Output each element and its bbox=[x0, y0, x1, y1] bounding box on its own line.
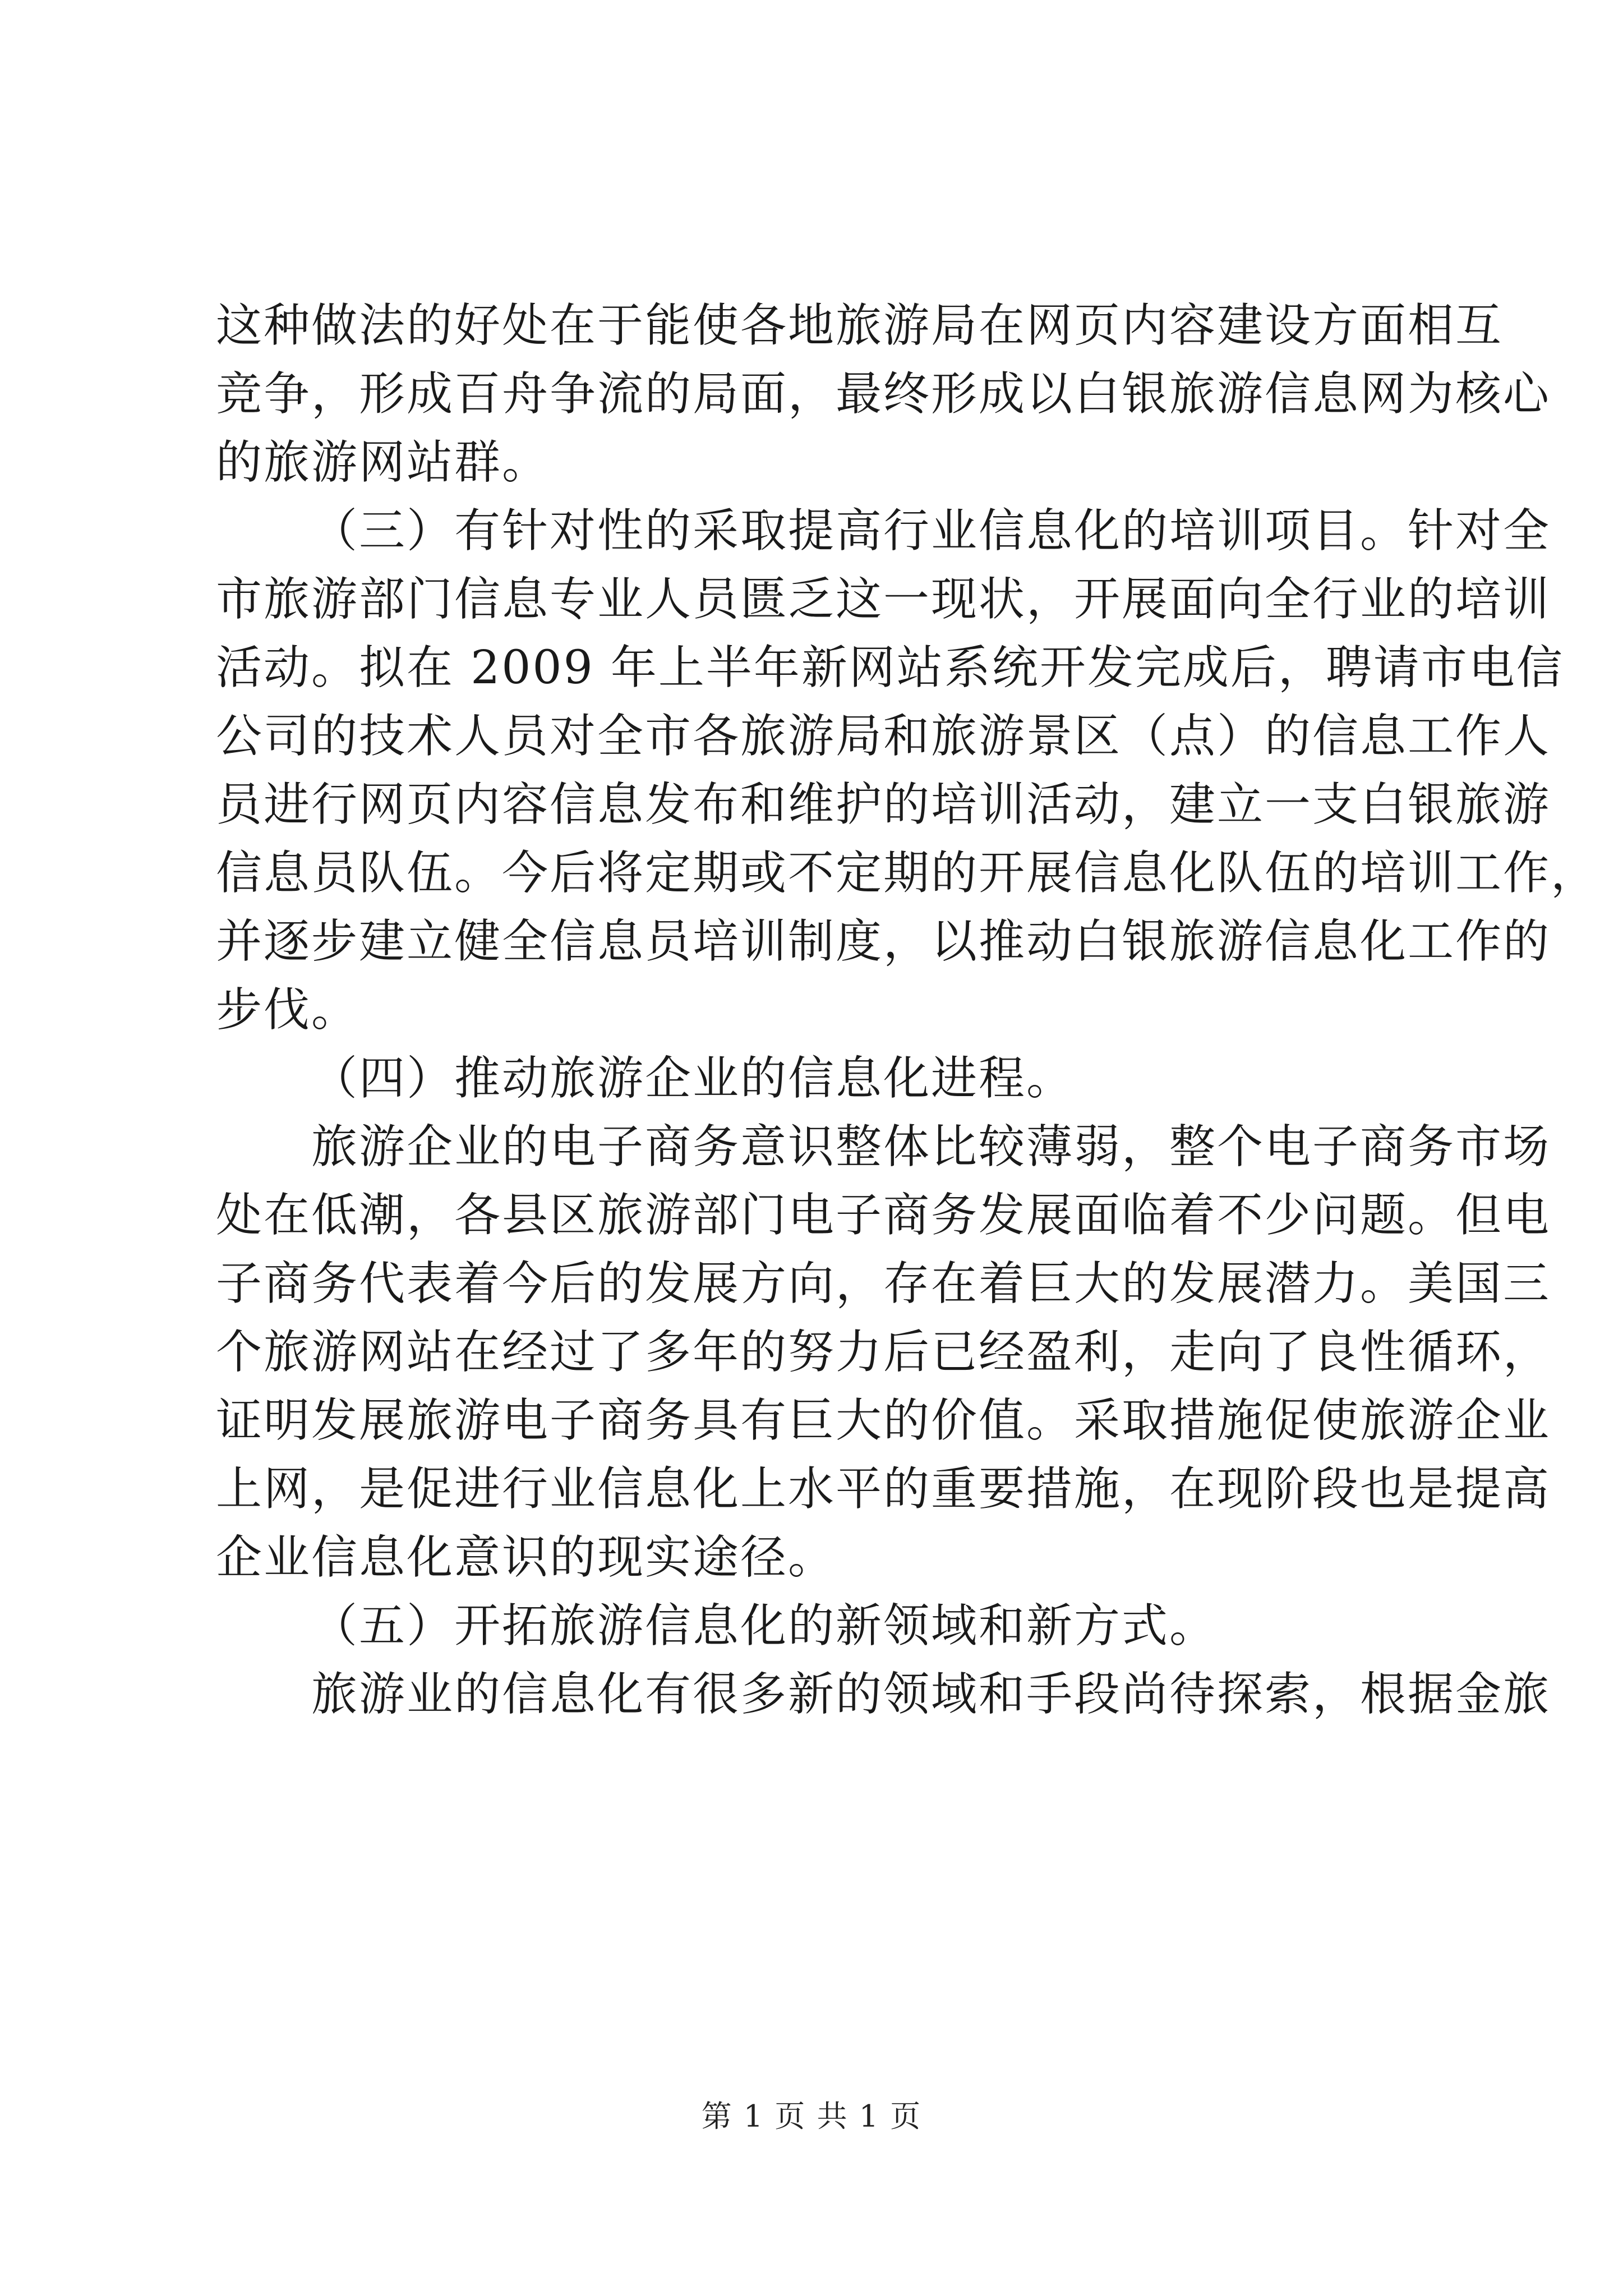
text-line: 信息员队伍。今后将定期或不定期的开展信息化队伍的培训工作， bbox=[216, 846, 1599, 900]
text-line: 市旅游部门信息专业人员匮乏这一现状，开展面向全行业的培训 bbox=[216, 573, 1551, 626]
text-line: 的旅游网站群。 bbox=[216, 436, 550, 489]
document-body bbox=[216, 292, 1599, 1729]
text-line: 并逐步建立健全信息员培训制度，以推动白银旅游信息化工作的 bbox=[216, 915, 1551, 968]
text-line: 证明发展旅游电子商务具有巨大的价值。采取措施促使旅游企业 bbox=[216, 1394, 1551, 1447]
text-line: 子商务代表着今后的发展方向，存在着巨大的发展潜力。美国三 bbox=[216, 1257, 1551, 1310]
text-line: 公司的技术人员对全市各旅游局和旅游景区（点）的信息工作人 bbox=[216, 710, 1551, 763]
text-line: （三）有针对性的采取提高行业信息化的培训项目。针对全 bbox=[311, 504, 1551, 558]
text-line: 旅游企业的电子商务意识整体比较薄弱，整个电子商务市场 bbox=[311, 1120, 1551, 1174]
text-line: 旅游业的信息化有很多新的领域和手段尚待探索，根据金旅 bbox=[311, 1668, 1551, 1721]
text-line: 上网，是促进行业信息化上水平的重要措施，在现阶段也是提高 bbox=[216, 1462, 1551, 1516]
text-line: 处在低潮，各县区旅游部门电子商务发展面临着不少问题。但电 bbox=[216, 1189, 1551, 1242]
text-line: （四）推动旅游企业的信息化进程。 bbox=[311, 1052, 1075, 1105]
page-footer: 第 1 页 共 1 页 bbox=[701, 2099, 922, 2134]
text-line: 这种做法的好处在于能使各地旅游局在网页内容建设方面相互 bbox=[216, 299, 1504, 352]
text-line: 活动。拟在 2009 年上半年新网站系统开发完成后，聘请市电信 bbox=[216, 641, 1564, 694]
text-line: 员进行网页内容信息发布和维护的培训活动，建立一支白银旅游 bbox=[216, 778, 1551, 831]
text-line: 企业信息化意识的现实途径。 bbox=[216, 1531, 836, 1584]
text-line: 步伐。 bbox=[216, 983, 359, 1037]
text-line: 竞争，形成百舟争流的局面，最终形成以白银旅游信息网为核心 bbox=[216, 367, 1551, 421]
text-line: （五）开拓旅游信息化的新领域和新方式。 bbox=[311, 1599, 1218, 1653]
text-line: 个旅游网站在经过了多年的努力后已经盈利，走向了良性循环， bbox=[216, 1326, 1551, 1379]
